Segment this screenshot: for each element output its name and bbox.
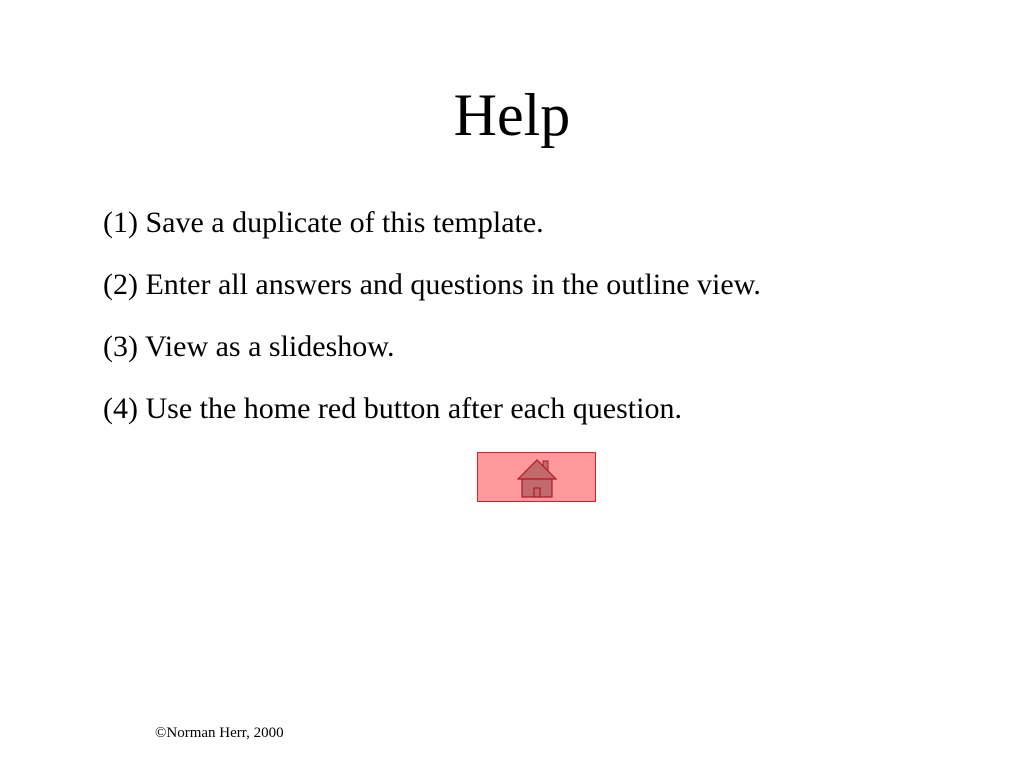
step-item: (2) Enter all answers and questions in the outline view. <box>103 268 761 301</box>
home-button[interactable] <box>477 452 596 502</box>
home-icon <box>517 458 557 498</box>
help-steps-list <box>103 203 761 451</box>
slide-title: Help <box>453 82 571 148</box>
step-item: (1) Save a duplicate of this template. <box>103 206 544 239</box>
step-item: (3) View as a slideshow. <box>103 330 395 363</box>
copyright-footer: ©Norman Herr, 2000 <box>155 725 284 741</box>
step-item: (4) Use the home red button after each question. <box>103 392 682 425</box>
